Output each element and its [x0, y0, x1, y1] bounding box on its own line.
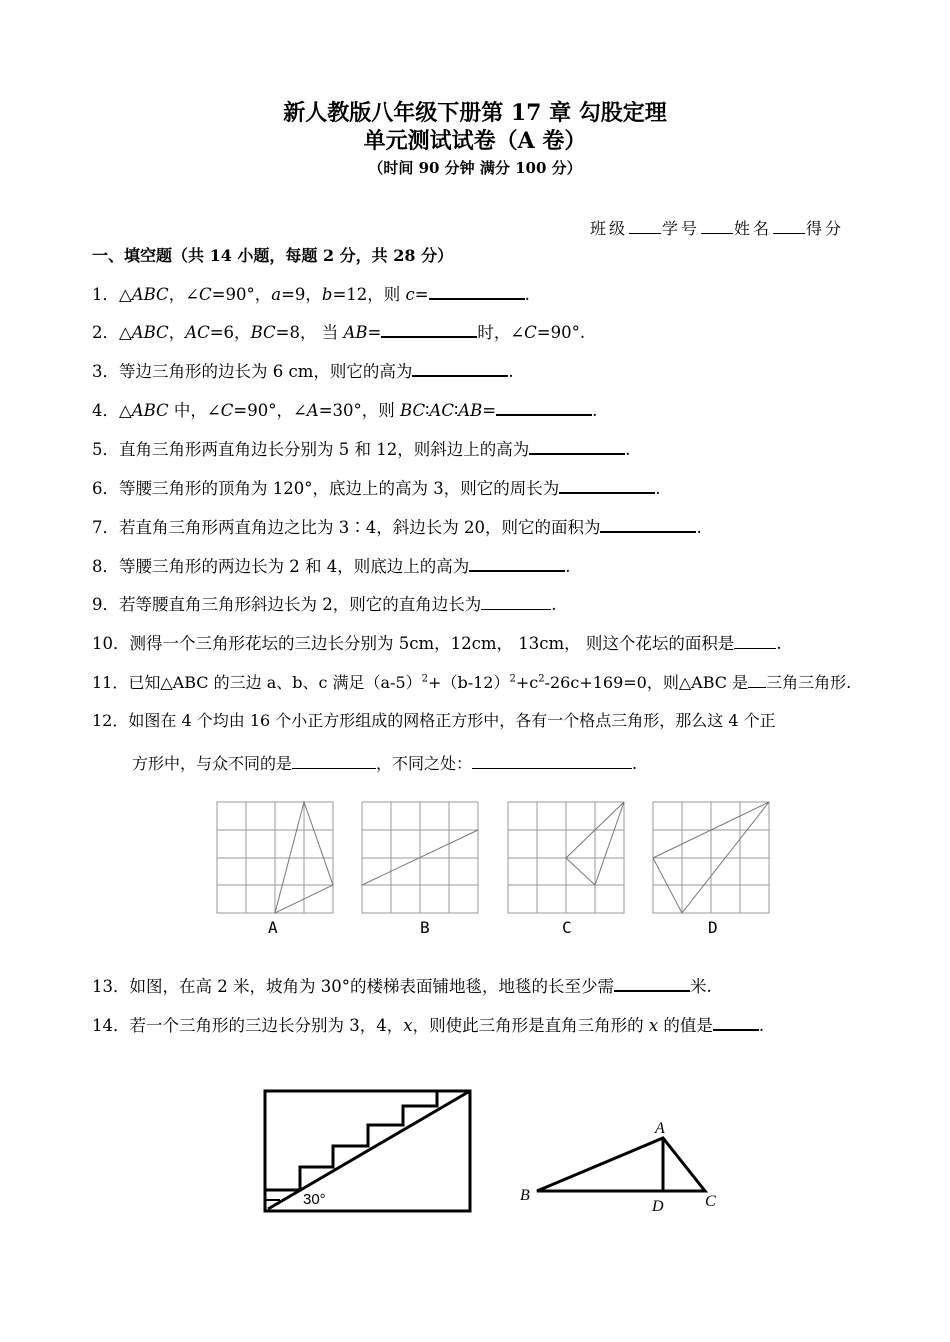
q-text: 米.	[689, 977, 712, 996]
question-number: 4．	[92, 401, 119, 420]
q-text: 时，∠	[477, 323, 525, 342]
q-var: BC	[400, 401, 426, 420]
q-text: △	[119, 401, 132, 420]
q-text: 的值是	[658, 1016, 713, 1035]
q-var: AC	[185, 323, 210, 342]
q-text: 等腰三角形的两边长为 2 和 4，则底边上的高为	[119, 557, 470, 576]
q-text: =90°，∠	[233, 401, 307, 420]
q-text: =8， 当	[275, 323, 344, 342]
q-text: =90°.	[536, 323, 586, 342]
q-text: .	[565, 557, 571, 576]
q-var: c	[405, 285, 415, 304]
question-number: 13．	[92, 977, 130, 996]
q-exponent: 2	[538, 673, 545, 685]
q-text: ∶	[453, 401, 459, 420]
q-text: .	[592, 401, 598, 420]
name-label: 姓名	[734, 219, 773, 238]
q-text: .	[551, 595, 557, 614]
q-var: a	[271, 285, 282, 304]
q-text: =	[482, 401, 497, 420]
q-text: .	[632, 754, 638, 773]
q-var: ABC	[131, 323, 169, 342]
q-text: =6，	[209, 323, 251, 342]
q-var: AC	[429, 401, 454, 420]
q-text: .	[655, 479, 661, 498]
q-text: .	[524, 285, 530, 304]
question-number: 12．	[92, 711, 129, 730]
number-label: 学号	[662, 219, 701, 238]
title-line-1: 新人教版八年级下册第 17 章 勾股定理	[283, 100, 667, 126]
stair-angle-label: 30°	[303, 1191, 326, 1208]
q-text: 测得一个三角形花坛的三边长分别为 5cm，12cm， 13cm， 则这个花坛的面积是	[129, 634, 735, 653]
q-text: +（b-12）	[428, 673, 510, 692]
section-heading: 一、填空题（共 14 小题，每题 2 分，共 28 分）	[92, 246, 454, 265]
q-text: ，则使此三角形是直角三角形的	[412, 1016, 649, 1035]
q-text: 三角三角形.	[766, 673, 852, 692]
grid-label-a: A	[268, 918, 278, 937]
triangle-abc	[537, 1138, 705, 1191]
q-text: 等边三角形的边长为 6 cm，则它的高为	[119, 362, 413, 381]
q-var: x	[403, 1016, 413, 1035]
q-var: A	[306, 401, 319, 420]
q-text: ，	[168, 323, 186, 342]
question-number: 9．	[92, 595, 119, 614]
vertex-label-b: B	[520, 1187, 530, 1204]
q-text: 若等腰直角三角形斜边长为 2，则它的直角边长为	[119, 595, 482, 614]
q-var: AB	[458, 401, 483, 420]
question-number: 7．	[92, 518, 119, 537]
q-text: ，∠	[168, 285, 200, 304]
q-text: 等腰三角形的顶角为 120°，底边上的高为 3，则它的周长为	[119, 479, 560, 498]
question-number: 11．	[92, 673, 129, 692]
q-text: 若直角三角形两直角边之比为 3∶4，斜边长为 20，则它的面积为	[119, 518, 601, 537]
q-var: ABC	[131, 285, 169, 304]
q-text: △	[119, 323, 132, 342]
q-text: =	[367, 323, 382, 342]
grid-label-c: C	[562, 918, 572, 937]
question-number: 8．	[92, 557, 119, 576]
q-text: △	[119, 285, 132, 304]
q-var: ABC	[131, 401, 169, 420]
vertex-label-d: D	[652, 1198, 664, 1215]
q-var: x	[648, 1016, 659, 1035]
q-text: =9，	[281, 285, 322, 304]
exam-subtitle: （时间 90 分钟 满分 100 分）	[368, 159, 582, 177]
question-number: 1．	[92, 285, 119, 304]
q-text: ，不同之处：	[376, 754, 473, 773]
question-number: 6．	[92, 479, 119, 498]
q-var: AB	[343, 323, 368, 342]
q-exponent: 2	[421, 673, 429, 685]
q-text: 若一个三角形的三边长分别为 3，4，	[129, 1016, 404, 1035]
question-number: 5．	[92, 440, 119, 459]
title-line-2: 单元测试试卷（A 卷）	[363, 128, 587, 154]
q-text: 方形中，与众不同的是	[132, 754, 293, 773]
q-text: .	[625, 440, 631, 459]
score-label: 得分	[806, 219, 845, 238]
q-text: 中，∠	[168, 401, 221, 420]
q-text: 直角三角形两直角边长分别为 5 和 12，则斜边上的高为	[119, 440, 530, 459]
q-text: .	[776, 634, 782, 653]
q-var: b	[321, 285, 333, 304]
q-text: +c	[515, 673, 539, 692]
q-text: 如图在 4 个均由 16 个小正方形组成的网格正方形中，各有一个格点三角形，那么这 4 个正	[128, 711, 776, 730]
vertex-label-c: C	[705, 1193, 716, 1210]
q-text: -26c+169=0，则△ABC 是	[544, 673, 749, 692]
q-var: C	[524, 323, 537, 342]
q-var: BC	[250, 323, 276, 342]
q-text: 如图，在高 2 米，坡角为 30°的楼梯表面铺地毯，地毯的长至少需	[129, 977, 614, 996]
question-number: 14．	[92, 1016, 130, 1035]
question-number: 2．	[92, 323, 119, 342]
q-exponent: 2	[509, 673, 516, 685]
grid-label-d: D	[708, 918, 718, 937]
q-text: ∶	[425, 401, 430, 420]
question-number: 10．	[92, 634, 130, 653]
q-text: .	[696, 518, 702, 537]
q-text: =30°，则	[318, 401, 401, 420]
q-text: .	[508, 362, 514, 381]
q-text: =12，则	[332, 285, 406, 304]
q-text: 已知△ABC 的三边 a、b、c 满足（a-5）	[128, 673, 422, 692]
q-var: C	[220, 401, 234, 420]
class-label: 班级	[590, 219, 629, 238]
question-number: 3．	[92, 362, 119, 381]
q-text: .	[758, 1016, 765, 1035]
vertex-label-a: A	[655, 1120, 665, 1137]
q-text: =	[414, 285, 429, 304]
grid-label-b: B	[420, 918, 430, 937]
q-text: =90°，	[211, 285, 272, 304]
q-var: C	[199, 285, 212, 304]
